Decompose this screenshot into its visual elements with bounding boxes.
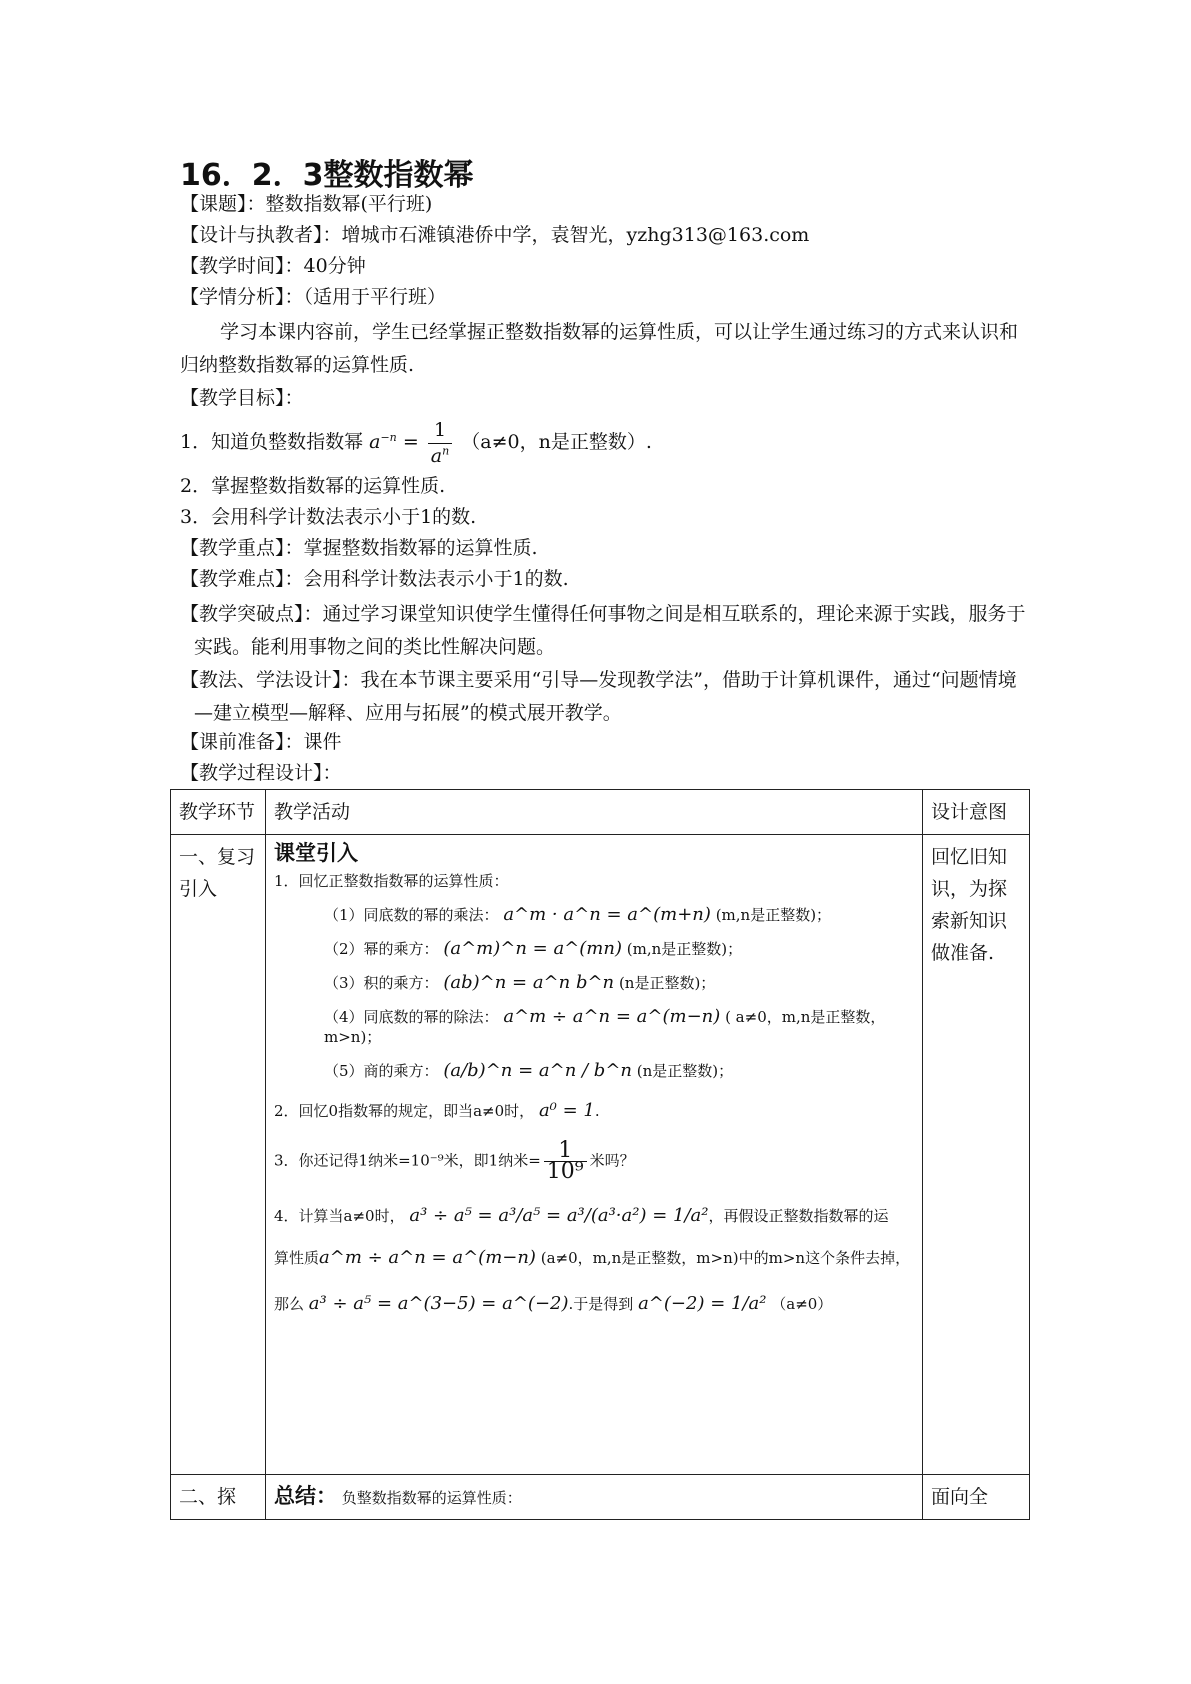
difficulty-value: ：会用科学计数法表示小于1的数. [284,568,569,590]
topic-label: 【课题】 [180,193,247,215]
goal-1-frac-den: $a^n$ [428,443,452,469]
process-line [180,761,342,786]
row1-item4-line2: 算性质a^m ÷ a^n = a^(m−n) (a≠0，m,n是正整数，m>n)中的m>n这个条件去掉， [274,1247,911,1268]
difficulty-label: 【教学难点】 [180,568,285,590]
goal-2: 2．掌握整数指数幂的运算性质. [180,475,446,497]
process-table [170,789,1030,1520]
method-value: ：我在本节课主要采用“引导—发现教学法”，借助于计算机课件，通过“问题情境—建立模型—解释、应用与拓展”的模式展开教学。 [194,669,1017,724]
difficulty-line [180,567,569,592]
designer-line [180,223,809,248]
time-line [180,254,366,279]
row2-activity [266,1475,923,1520]
table-row [171,1475,1030,1520]
analysis-line [180,285,446,310]
row1-item1: 1．回忆正整数指数幂的运算性质： [274,872,509,890]
prep-line [180,730,342,755]
row1-item4: 4．计算当a≠0时， a³ ÷ a⁵ = a³/a⁵ = a³/(a³·a²) = 1/a²，再假设正整数指数幂的运 [274,1205,889,1226]
key-label: 【教学重点】 [180,537,285,559]
rule-4: （4）同底数的幂的除法： a^m ÷ a^n = a^(m−n) ( a≠0，m,n是正整数，m>n)； [324,1006,886,1046]
row1-stage: 一、复习引入 [171,835,266,1475]
goal-1-base: a [369,431,381,454]
method-label: 【教法、学法设计】 [180,669,342,691]
row2-text: 负整数指数幂的运算性质： [341,1489,522,1507]
table-header-row [171,790,1030,835]
row1-activity [266,835,923,1475]
key-value: ：掌握整数指数幂的运算性质. [284,537,538,559]
time-label: 【教学时间】 [180,255,285,277]
goal-1-exp: −n [380,430,397,444]
goals-colon: ： [284,387,304,409]
header-stage: 教学环节 [171,790,266,835]
row1-intent: 回忆旧知识，为探索新知识做准备. [923,835,1030,1475]
breakthrough-value: ：通过学习课堂知识使学生懂得任何事物之间是相互联系的，理论来源于实践，服务于实践。能利用事物之间的类比性解决问题。 [194,603,1026,658]
key-line [180,536,538,561]
goal-1-prefix: 1．知道负整数指数幂 [180,431,364,454]
process-colon: ： [322,762,342,784]
header-intent: 设计意图 [923,790,1030,835]
header-activity: 教学活动 [266,790,923,835]
goal-1-suffix: （a≠0，n是正整数）. [461,431,652,454]
page-title: 16．2．3整数指数幂 [180,158,474,193]
designer-value: ：增城市石滩镇港侨中学，袁智光，yzhg313@163.com [322,224,810,246]
nanometer-fraction: $\frac{1}{\text{10⁹}}$ [544,1141,587,1182]
time-value: ：40分钟 [284,255,366,277]
row1-item2: 2．回忆0指数幂的规定，即当a≠0时， a⁰ = 1. [274,1100,600,1121]
row1-heading: 课堂引入 [274,841,358,865]
method-text [180,664,1034,730]
analysis-label: 【学情分析】 [180,286,285,308]
row1-item3: 3．你还记得1纳米=10⁻⁹米，即1纳米= $\frac{1}{\text{10⁹}}$ 米吗？ [274,1138,635,1184]
analysis-text: 学习本课内容前，学生已经掌握正整数指数幂的运算性质，可以让学生通过练习的方式来认识和归纳整数指数幂的运算性质. [180,321,1019,376]
goal-1-fraction [428,418,452,468]
process-label: 【教学过程设计】 [180,762,323,784]
rule-2: （2）幂的乘方： (a^m)^n = a^(mn) (m,n是正整数)； [324,938,743,959]
topic-line [180,192,432,217]
goals-line [180,386,304,411]
rule-5: （5）商的乘方： (a/b)^n = a^n / b^n (n是正整数)； [324,1060,734,1081]
goal-1-frac-num: 1 [433,419,447,441]
table-row [171,835,1030,1475]
row2-stage: 二、探 [171,1475,266,1520]
goal-1 [180,418,652,468]
row2-heading: 总结： [274,1484,337,1508]
designer-label: 【设计与执教者】 [180,224,323,246]
goal-1-eq: = [402,431,419,454]
row1-item4-line3: 那么 a³ ÷ a⁵ = a^(3−5) = a^(−2).于是得到 a^(−2) = 1/a² （a≠0） [274,1293,833,1314]
row2-intent: 面向全 [923,1475,1030,1520]
rule-3: （3）积的乘方： (ab)^n = a^n b^n (n是正整数)； [324,972,716,993]
breakthrough-text [180,598,1034,664]
goals-label: 【教学目标】 [180,387,285,409]
breakthrough-label: 【教学突破点】 [180,603,304,625]
goal-3: 3．会用科学计数法表示小于1的数. [180,506,477,528]
topic-value: ：整数指数幂(平行班) [246,193,433,215]
prep-label: 【课前准备】 [180,731,285,753]
rule-1: （1）同底数的幂的乘法： a^m · a^n = a^(m+n) (m,n是正整数)； [324,904,832,925]
prep-value: ：课件 [284,731,342,753]
analysis-value: ：（适用于平行班） [284,286,447,308]
